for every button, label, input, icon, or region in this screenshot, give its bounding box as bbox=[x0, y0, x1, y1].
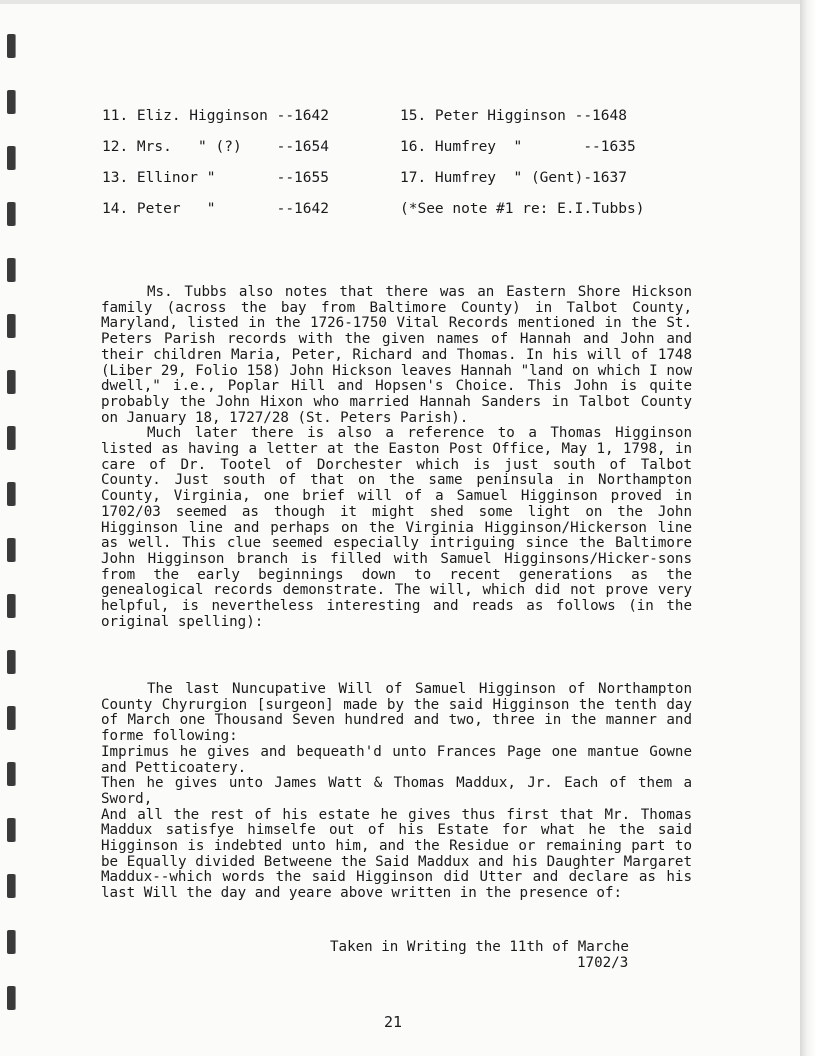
list-row bbox=[102, 139, 702, 170]
binder-hole bbox=[7, 818, 15, 842]
binder-hole bbox=[7, 426, 15, 450]
list-entry: 13. Ellinor " --1655 bbox=[102, 170, 329, 186]
binder-hole bbox=[7, 314, 15, 338]
closing-date: 1702/3 bbox=[577, 955, 629, 971]
list-note: (*See note #1 re: E.I.Tubbs) bbox=[400, 201, 645, 217]
binder-hole bbox=[7, 202, 15, 226]
list-entry: 15. Peter Higginson --1648 bbox=[400, 108, 627, 124]
binder-hole bbox=[7, 258, 15, 282]
binder-hole bbox=[7, 762, 15, 786]
binder-hole bbox=[7, 874, 15, 898]
will-text bbox=[101, 682, 692, 902]
binder-hole bbox=[7, 370, 15, 394]
binder-hole bbox=[7, 482, 15, 506]
higginson-list bbox=[102, 108, 702, 232]
binder-hole bbox=[7, 706, 15, 730]
list-row bbox=[102, 170, 702, 201]
paragraph: Ms. Tubbs also notes that there was an Eastern Shore Hickson family (across the bay from Baltimore County) in Talbot County, Maryland, listed in the 1726-1750 Vital Records mentioned in the St. Peters Parish records with the given names of Hannah and John and their children Maria, Peter, Richard and Thomas. In his will of 1748 (Liber 29, Folio 158) John Hickson leaves Hannah "land on which I now dwell," i.e., Poplar Hill and Hopsen's Choice. This John is quite probably the John Hixon who married Hannah Sanders in Talbot County on January 18, 1727/28 (St. Peters Parish). bbox=[101, 284, 692, 426]
binder-hole bbox=[7, 594, 15, 618]
binder-hole bbox=[7, 90, 15, 114]
will-paragraph: Imprimus he gives and bequeath'd unto Frances Page one mantue Gowne and Petticoatery. bbox=[101, 743, 692, 776]
list-entry: 14. Peter " --1642 bbox=[102, 201, 329, 217]
list-entry: 11. Eliz. Higginson --1642 bbox=[102, 108, 329, 124]
binder-holes bbox=[0, 0, 20, 1056]
list-entry: 12. Mrs. " (?) --1654 bbox=[102, 139, 329, 155]
will-paragraph: The last Nuncupative Will of Samuel Higginson of Northampton County Chyrurgion [surgeon] made by the said Higginson the tenth day of March one Thousand Seven hundred and two, three in the manner and forme following: bbox=[101, 681, 692, 745]
list-entry: 17. Humfrey " (Gent)-1637 bbox=[400, 170, 627, 186]
page-top-edge bbox=[0, 0, 800, 4]
closing-line: Taken in Writing the 11th of Marche bbox=[330, 939, 629, 955]
binder-hole bbox=[7, 930, 15, 954]
list-row bbox=[102, 201, 702, 232]
binder-hole bbox=[7, 986, 15, 1010]
binder-hole bbox=[7, 538, 15, 562]
binder-hole bbox=[7, 146, 15, 170]
page-number: 21 bbox=[384, 1013, 403, 1031]
paragraph: Much later there is also a reference to a Thomas Higginson listed as having a letter at the Easton Post Office, May 1, 1798, in care of Dr. Tootel of Dorchester which is just south of Talbot County. Just south of that on the same peninsula in Northampton County, Virginia, one brief will of a Samuel Higginson proved in 1702/03 seemed as though it might shed some light on the John Higginson line and perhaps on the Virginia Higginson/Hickerson line as well. This clue seemed especially intriguing since the Baltimore John Higginson branch is filled with Samuel Higginsons/Hicker-sons from the early beginnings down to recent generations as the genealogical records demonstrate. The will, which did not prove very helpful, is nevertheless interesting and reads as follows (in the original spelling): bbox=[101, 425, 692, 630]
will-paragraph: Then he gives unto James Watt & Thomas Maddux, Jr. Each of them a Sword, bbox=[101, 775, 692, 807]
will-paragraph: And all the rest of his estate he gives thus first that Mr. Thomas Maddux satisfye himselfe out of his Estate for what he the said Higginson is indebted unto him, and the Residue or remaining part to be Equally divided Betweene the Said Maddux and his Daughter Margaret Maddux--which words the said Higginson did Utter and declare as his last Will the day and yeare above written in the presence of: bbox=[101, 806, 692, 902]
binder-hole bbox=[7, 34, 15, 58]
closing-note bbox=[330, 939, 690, 971]
list-entry: 16. Humfrey " --1635 bbox=[400, 139, 636, 155]
list-row bbox=[102, 108, 702, 139]
page-edge-shadow bbox=[800, 0, 816, 1056]
binder-hole bbox=[7, 650, 15, 674]
body-text bbox=[101, 285, 692, 630]
